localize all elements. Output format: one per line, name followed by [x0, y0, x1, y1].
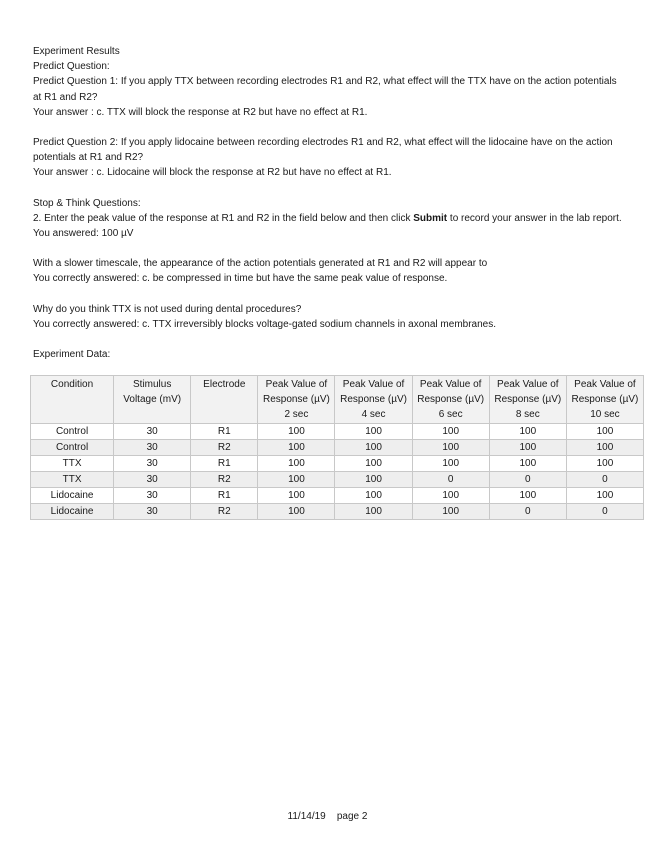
table-row — [31, 424, 644, 440]
table-cell: Lidocaine — [31, 504, 114, 520]
table-cell: 100 — [489, 456, 566, 472]
table-cell: R1 — [191, 488, 258, 504]
table-cell: R2 — [191, 504, 258, 520]
predict-question-1: Predict Question 1: If you apply TTX between recording electrodes R1 and R2, what effect will the TTX have on the action potentials at R1 and R2? — [33, 76, 617, 103]
table-row — [31, 504, 644, 520]
column-header: Electrode — [191, 376, 258, 424]
table-cell: 100 — [412, 456, 489, 472]
table-cell: 100 — [489, 440, 566, 456]
footer-date-page: 11/14/19 page 2 — [287, 811, 368, 822]
table-row — [31, 488, 644, 504]
table-cell: 100 — [412, 440, 489, 456]
experiment-data-label: Experiment Data: — [33, 349, 111, 361]
table-cell: 100 — [258, 472, 335, 488]
column-header: Peak Value of Response (µV) 2 sec — [258, 376, 335, 424]
document-body — [33, 44, 639, 520]
table-cell: 100 — [412, 504, 489, 520]
table-cell: R1 — [191, 456, 258, 472]
table-cell: 30 — [114, 424, 191, 440]
column-header: Peak Value of Response (µV) 8 sec — [489, 376, 566, 424]
table-cell: 100 — [412, 424, 489, 440]
table-cell: 30 — [114, 456, 191, 472]
table-cell: 100 — [566, 440, 643, 456]
table-cell: 100 — [258, 440, 335, 456]
stop-think-heading: Stop & Think Questions: — [33, 197, 141, 209]
table-cell: 0 — [566, 504, 643, 520]
table-cell: 100 — [335, 504, 412, 520]
table-cell: R1 — [191, 424, 258, 440]
table-cell: 100 — [258, 488, 335, 504]
stop-think-question-2 — [33, 211, 623, 226]
table-cell: 100 — [258, 456, 335, 472]
table-cell: R2 — [191, 440, 258, 456]
table-cell: 100 — [566, 488, 643, 504]
table-cell: 0 — [566, 472, 643, 488]
column-header: Condition — [31, 376, 114, 424]
table-cell: 100 — [412, 488, 489, 504]
stop-think-question-3: With a slower timescale, the appearance of the action potentials generated at R1 and R2 will appear to — [33, 258, 488, 270]
table-cell: 30 — [114, 440, 191, 456]
stop-think-question-4: Why do you think TTX is not used during dental procedures? — [33, 303, 302, 315]
table-cell: 100 — [566, 456, 643, 472]
table-cell: 30 — [114, 488, 191, 504]
table-row — [31, 472, 644, 488]
table-cell: 100 — [258, 504, 335, 520]
table-cell: Lidocaine — [31, 488, 114, 504]
column-header: Peak Value of Response (µV) 6 sec — [412, 376, 489, 424]
table-header-row — [31, 376, 644, 424]
column-header: Peak Value of Response (µV) 4 sec — [335, 376, 412, 424]
table-cell: 0 — [489, 504, 566, 520]
table-cell: Control — [31, 440, 114, 456]
predict-heading: Predict Question: — [33, 61, 110, 73]
table-cell: R2 — [191, 472, 258, 488]
submit-keyword: Submit — [413, 212, 448, 224]
question-2-text-after: to record your answer in the lab report. — [447, 212, 622, 224]
question-2-text-before: 2. Enter the peak value of the response at R1 and R2 in the field below and then click — [33, 212, 414, 224]
table-cell: Control — [31, 424, 114, 440]
table-cell: 100 — [335, 440, 412, 456]
page-footer — [0, 809, 655, 824]
table-cell: 100 — [566, 424, 643, 440]
predict-question-2: Predict Question 2: If you apply lidocaine between recording electrodes R1 and R2, what effect will the lidocaine have on the action potentials at R1 and R2? — [33, 137, 613, 164]
stop-think-answer-2: You answered: 100 µV — [33, 228, 134, 240]
table-cell: 100 — [335, 456, 412, 472]
column-header: Peak Value of Response (µV) 10 sec — [566, 376, 643, 424]
table-row — [31, 456, 644, 472]
stop-think-answer-4: You correctly answered: c. TTX irreversibly blocks voltage-gated sodium channels in axonal membranes. — [33, 318, 496, 330]
experiment-data-table — [30, 375, 644, 520]
table-cell: 30 — [114, 472, 191, 488]
table-cell: 30 — [114, 504, 191, 520]
table-cell: 0 — [412, 472, 489, 488]
table-cell: 100 — [335, 488, 412, 504]
page-title: Experiment Results — [33, 46, 120, 57]
table-cell: 100 — [489, 424, 566, 440]
table-row — [31, 440, 644, 456]
predict-answer-1: Your answer : c. TTX will block the response at R2 but have no effect at R1. — [33, 106, 368, 118]
table-cell: TTX — [31, 472, 114, 488]
table-cell: 100 — [258, 424, 335, 440]
table-cell: TTX — [31, 456, 114, 472]
stop-think-answer-3: You correctly answered: c. be compressed in time but have the same peak value of response. — [33, 273, 448, 285]
predict-answer-2: Your answer : c. Lidocaine will block the response at R2 but have no effect at R1. — [33, 167, 392, 179]
table-cell: 0 — [489, 472, 566, 488]
table-cell: 100 — [489, 488, 566, 504]
column-header: Stimulus Voltage (mV) — [114, 376, 191, 424]
table-cell: 100 — [335, 472, 412, 488]
table-cell: 100 — [335, 424, 412, 440]
